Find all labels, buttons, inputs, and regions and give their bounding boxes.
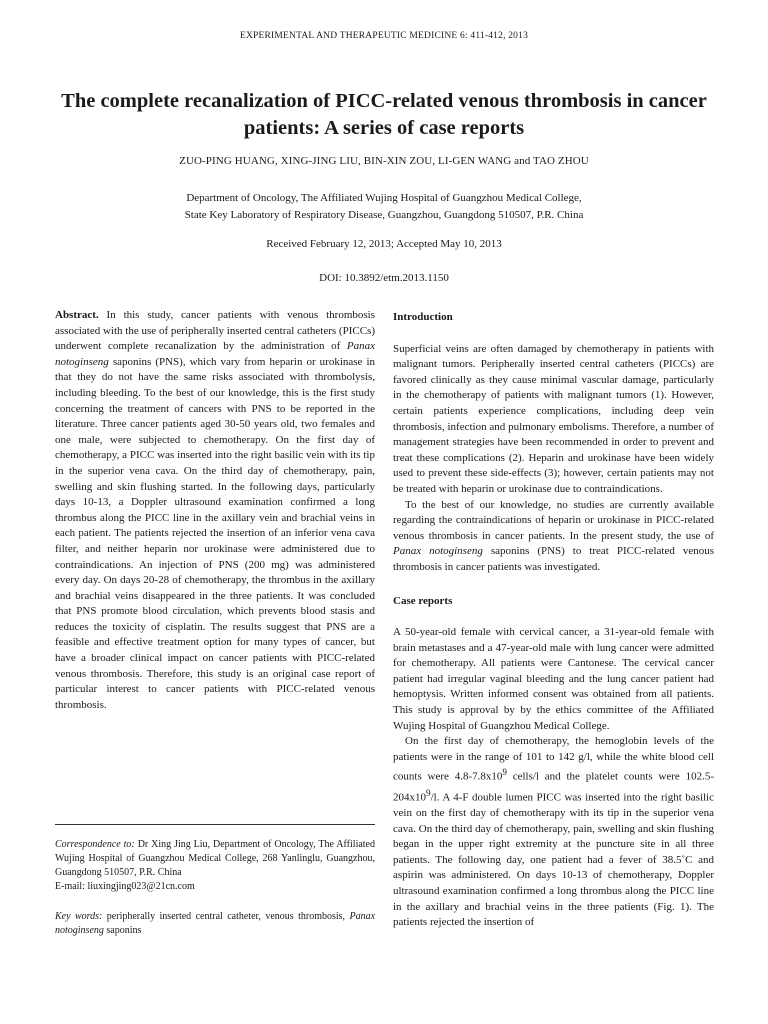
author-list: ZUO-PING HUANG, XING-JING LIU, BIN-XIN ZOU, LI-GEN WANG and TAO ZHOU: [179, 155, 589, 167]
affiliation-line-1: Department of Oncology, The Affiliated Wujing Hospital of Guangzhou Medical College,: [186, 192, 582, 204]
intro-p2-b: saponins (PNS) to treat PICC-related venous thrombosis in cancer patients was investigated.: [393, 545, 715, 573]
correspondence-text: Dr Xing Jing Liu, Department of Oncology, The Affiliated Wujing Hospital of Guangzhou Medical College, 268 Yanlinglu, Guangzhou, Guangdong 510507, P.R. China: [55, 839, 375, 878]
case-reports-paragraph-1: A 50-year-old female with cervical cancer, a 31-year-old female with brain metastases and a 47-year-old male with lung cancer were admitted for chemotherapy. All patients were Cantonese. The cervical cancer patient had irregular vaginal bleeding and the lung cancer patient had hemoptysis. Written informed consent was obtained from all patients. This study is approval by by the ethics committee of the Affiliated Wujing Hospital of Guangzhou Medical College.: [393, 626, 714, 732]
correspondence-email[interactable]: E-mail: liuxingjing023@21cn.com: [55, 881, 195, 892]
footnote-divider: [55, 824, 375, 825]
abstract: [55, 308, 375, 713]
case-p2-c: /l. A 4-F double lumen PICC was inserted into the right basilic vein on the first day of chemotherapy with its tip in the superior vena cava. On the third day of chemotherapy, pain, swelling and skin flushing began in the upper right extremity at the puncture site in all three patients. The following day, one patient had a fever of 38.5˚C and aspirin was administered. On days 10-13 of chemotherapy, Doppler ultrasound examination confirmed a long thrombus along the PICC line in the axillary and brachial veins in the three patients (Fig. 1). The patients rejected the insertion of: [393, 791, 714, 929]
intro-p2-a: To the best of our knowledge, no studies are currently available regarding the contraindications of heparin or urokinase in PICC-related venous thrombosis in cancer patients. In the present study, the use of: [393, 498, 714, 542]
keywords-text: peripherally inserted central catheter, venous thrombosis,: [106, 911, 346, 922]
abstract-label: Abstract.: [55, 309, 99, 321]
keywords-tail: saponins: [106, 925, 142, 936]
keywords-species: Panax notoginseng: [55, 911, 376, 936]
keywords-label: Key words:: [55, 911, 103, 922]
abstract-text-2: saponins (PNS), which vary from heparin or urokinase in that they do not have the same risks associated with thrombolysis, including bleeding. To the best of our knowledge, this is the first study concerning the treatment of cancers with PNS to be reported in the literature. Three cancer patients aged 30-50 years old, two females and one male, were subjected to chemotherapy. On the first day of chemotherapy, a PICC was inserted into the right basilic vein with its tip in the superior vena cava. On the third day of chemotherapy, pain, swelling and skin flushing started. In the following days, particularly days 10-13, a Doppler ultrasound examination confirmed a long thrombus along the PICC line in the axillary vein and brachial veins in each patient. The patients rejected the insertion of an inferior vena cava filter, and neither heparin nor urokinase were administered due to contraindications. An injection of PNS (200 mg) was administered every day. On days 20-28 of chemotherapy, the thrombus in the axillary and brachial veins disappeared in the three patients. It was concluded that PNS promote blood circulation, which prevents blood stasis and reduces the toxicity of cisplatin. The results suggest that PNS are a feasible and effective treatment option for many types of cancer, but have a broader clinical impact on cancer patients with PICC-related venous thrombosis. Therefore, this study is an original case report of particular interest to cancer patients with PICC-related venous thrombosis.: [55, 355, 375, 711]
case-reports-paragraph-2: [393, 734, 714, 930]
affiliation-line-2: State Key Laboratory of Respiratory Disease, Guangzhou, Guangdong 510507, P.R. China: [184, 209, 584, 221]
case-p2-a: On the first day of chemotherapy, the hemoglobin levels of the patients were in the range of 101 to 142 g/l, while the white blood cell counts were 4.8-7.8x10: [393, 735, 714, 784]
doi[interactable]: DOI: 10.3892/etm.2013.1150: [319, 272, 449, 284]
intro-p2-species: Panax notoginseng: [393, 545, 483, 558]
affiliation: [0, 190, 768, 224]
correspondence-label: Correspondence to:: [55, 839, 135, 850]
abstract-column: [55, 308, 375, 713]
running-header: EXPERIMENTAL AND THERAPEUTIC MEDICINE 6: 411-412, 2013: [239, 31, 529, 41]
case-p2-b: cells/l and the platelet counts were 102.5-204x10: [393, 771, 714, 804]
correspondence: [55, 838, 375, 894]
article-title: The complete recanalization of PICC-related venous thrombosis in cancer patients: A series of case reports: [61, 90, 707, 139]
introduction-paragraph-1: Superficial veins are often damaged by chemotherapy in patients with malignant tumors. Peripherally inserted central catheters (PICCs) are favored clinically as they cause minimal vascular damage, particularly in the chemotherapy of patients with malignant tumors (1). However, certain patients experience complications, including deep vein thrombosis, infection and pulmonary embolisms. Therefore, a number of management strategies have been recommended in order to prevent and treat these complications (2). Heparin and urokinase have been widely used to prevent these side-effects (3); however, certain patients may not be treated with heparin or urokinase due to contraindications.: [393, 342, 714, 495]
case-p2-sup1: 9: [502, 767, 507, 778]
introduction-paragraph-2: [393, 498, 714, 576]
case-reports-heading: Case reports: [393, 594, 453, 607]
abstract-species: Panax notoginseng: [55, 340, 376, 368]
introduction-heading: Introduction: [393, 311, 453, 323]
key-words: [55, 910, 375, 938]
abstract-text-1: In this study, cancer patients with venous thrombosis associated with the use of peripherally inserted central catheters (PICCs) underwent complete recanalization by the administration of: [55, 309, 375, 353]
body-column: [393, 308, 714, 931]
case-p2-sup2: 9: [426, 787, 431, 798]
received-dates: Received February 12, 2013; Accepted May 10, 2013: [266, 238, 502, 250]
